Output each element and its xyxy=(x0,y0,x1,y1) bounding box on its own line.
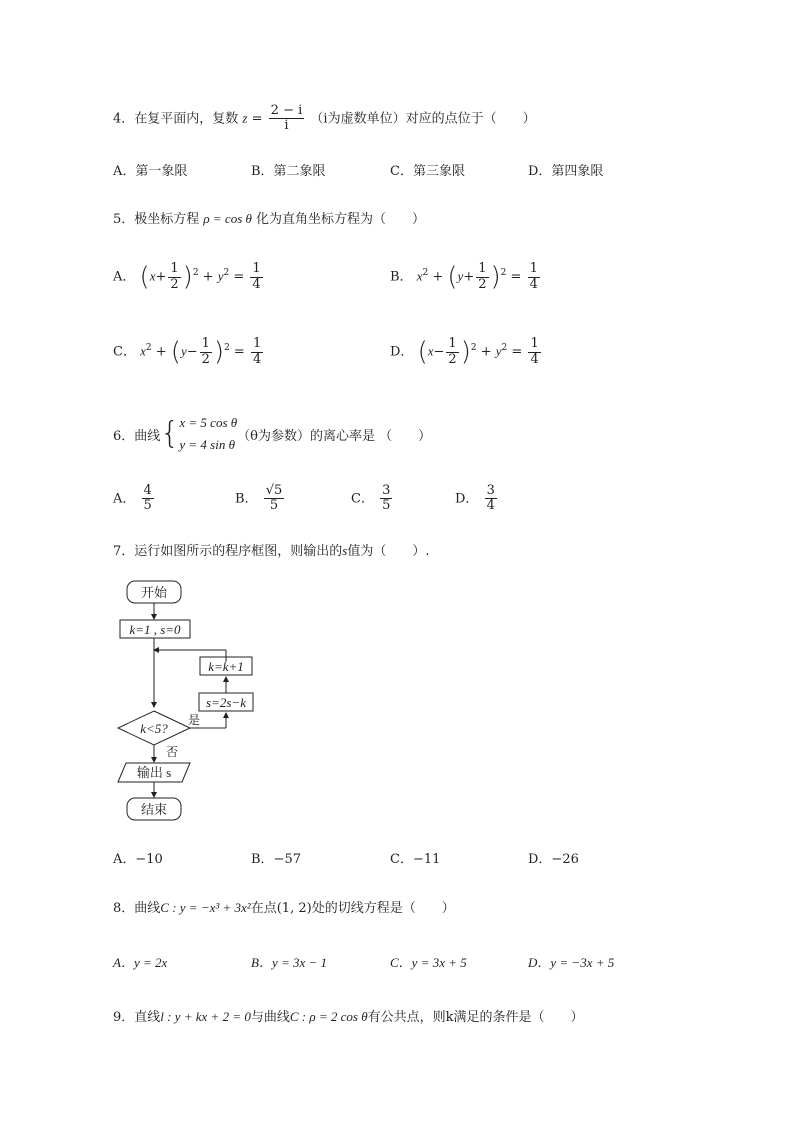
q8-suffix: 处的切线方程是（ ） xyxy=(311,901,455,916)
q5-option-d: D． (x− $\frac{1}{2}$ )$^2 + y^2$ = $\frac{1}{4}$ xyxy=(390,336,539,367)
q4-var: z xyxy=(242,110,248,126)
q6-a-num: 4 xyxy=(143,483,152,498)
q5-label-b: B． xyxy=(390,269,413,285)
q8-option-c: C．y = 3x + 5 xyxy=(390,955,467,970)
question-9 xyxy=(113,1006,584,1025)
question-4: 4．在复平面内，复数 z = $\frac{2 - i}{i}$ （i为虚数单位）对应的点位于（ ） xyxy=(113,103,536,134)
q6-option-c xyxy=(351,484,394,514)
flow-cond-label: k<5? xyxy=(140,721,168,736)
flow-no-label: 否 xyxy=(166,745,179,759)
q5-label-a: A． xyxy=(113,269,136,285)
q6-label-b: B． xyxy=(235,491,258,507)
q5-option-a: A． (x+ $\frac{1}{2}$ )$^2 + y^2$ = $\frac{1}{4}$ xyxy=(113,261,261,292)
q4-prefix: 4．在复平面内，复数 xyxy=(113,111,239,127)
flow-inc-label: k=k+1 xyxy=(208,659,244,674)
q4-option-b: B．第二象限 xyxy=(251,164,326,179)
q7-var: s xyxy=(342,543,348,558)
q9-mid: 与曲线 xyxy=(250,1010,290,1025)
q5-prefix: 5．极坐标方程 xyxy=(113,212,200,227)
q7-text: 7．运行如图所示的程序框图，则输出的 xyxy=(113,544,343,559)
q4-option-c: C．第三象限 xyxy=(390,164,465,179)
q6-label-d: D． xyxy=(455,491,479,507)
q6-prefix: 6．曲线 xyxy=(113,428,161,444)
q5-label-d: D． xyxy=(390,344,414,360)
q9-suffix: 有公共点，则k满足的条件是（ ） xyxy=(367,1010,584,1025)
q7-suffix: 值为（ ）. xyxy=(347,544,430,559)
q8-option-a: A．y = 2x xyxy=(113,955,168,970)
q8-mid: 在点 xyxy=(250,901,277,916)
q7-option-b: B．−57 xyxy=(251,852,301,867)
q6-a-den: 5 xyxy=(143,498,152,514)
question-7 xyxy=(113,540,429,559)
q7-option-a: A．−10 xyxy=(113,852,163,867)
q9-prefix: 9．直线 xyxy=(113,1010,161,1025)
q4-suffix: （i为虚数单位）对应的点位于（ ） xyxy=(310,111,536,127)
q5-equation: ρ = cos θ xyxy=(203,211,252,226)
q5-suffix: 化为直角坐标方程为（ ） xyxy=(256,212,426,227)
q4-denominator: i xyxy=(284,118,289,134)
q6-d-num: 3 xyxy=(486,483,495,498)
q5-option-c: C． $x^2 + (y-$ $\frac{1}{2}$ )$^2$ = $\frac{1}{4}$ xyxy=(113,336,262,367)
q8-prefix: 8．曲线 xyxy=(113,901,161,916)
q9-line: l : y + kx + 2 = 0 xyxy=(160,1009,251,1024)
q9-curve: C : ρ = 2 cos θ xyxy=(289,1009,368,1024)
flow-yes-label: 是 xyxy=(188,713,201,727)
q6-option-a xyxy=(113,484,156,514)
flow-start-label: 开始 xyxy=(140,585,168,600)
q6-c-den: 5 xyxy=(382,498,391,514)
flow-output-label: 输出 s xyxy=(136,765,172,780)
q7-option-d: D．−26 xyxy=(528,852,579,867)
q5-option-b: B． $x^2 + (y+$ $\frac{1}{2}$ )$^2$ = $\frac{1}{4}$ xyxy=(390,261,538,292)
q6-line1: x = 5 cos θ xyxy=(179,415,238,430)
question-8 xyxy=(113,897,455,916)
q4-numerator: 2 − i xyxy=(270,103,303,118)
q4-fraction xyxy=(269,104,305,134)
q8-point: (1, 2) xyxy=(276,901,312,916)
q6-option-b xyxy=(235,484,286,514)
q6-b-den: 5 xyxy=(269,498,279,514)
q8-option-b: B．y = 3x − 1 xyxy=(251,955,328,970)
q7-option-c: C．−11 xyxy=(390,852,441,867)
flowchart xyxy=(110,575,270,830)
q4-option-a: A．第一象限 xyxy=(113,164,188,179)
question-5 xyxy=(113,208,425,227)
flow-init-label: k=1 , s=0 xyxy=(129,622,181,637)
q6-c-num: 3 xyxy=(382,483,391,498)
q6-d-den: 4 xyxy=(486,498,495,514)
q6-label-c: C． xyxy=(351,491,374,507)
q6-option-d xyxy=(455,484,499,514)
question-6: 6．曲线 { x = 5 cos θ y = 4 sin θ （θ为参数）的离心率是 （ ） xyxy=(113,412,431,456)
q8-option-d: D．y = −3x + 5 xyxy=(528,955,615,970)
q6-line2: y = 4 sin θ xyxy=(179,437,235,452)
q5-label-c: C． xyxy=(113,344,136,360)
q6-suffix: （θ为参数）的离心率是 （ ） xyxy=(237,428,432,444)
flow-assign-label: s=2s−k xyxy=(206,695,246,710)
q4-option-d: D．第四象限 xyxy=(528,164,604,179)
flow-end-label: 结束 xyxy=(140,802,168,817)
q6-b-num: √5 xyxy=(265,483,283,498)
q8-curve: C : y = −x³ + 3x² xyxy=(160,900,251,915)
q6-label-a: A． xyxy=(113,491,136,507)
